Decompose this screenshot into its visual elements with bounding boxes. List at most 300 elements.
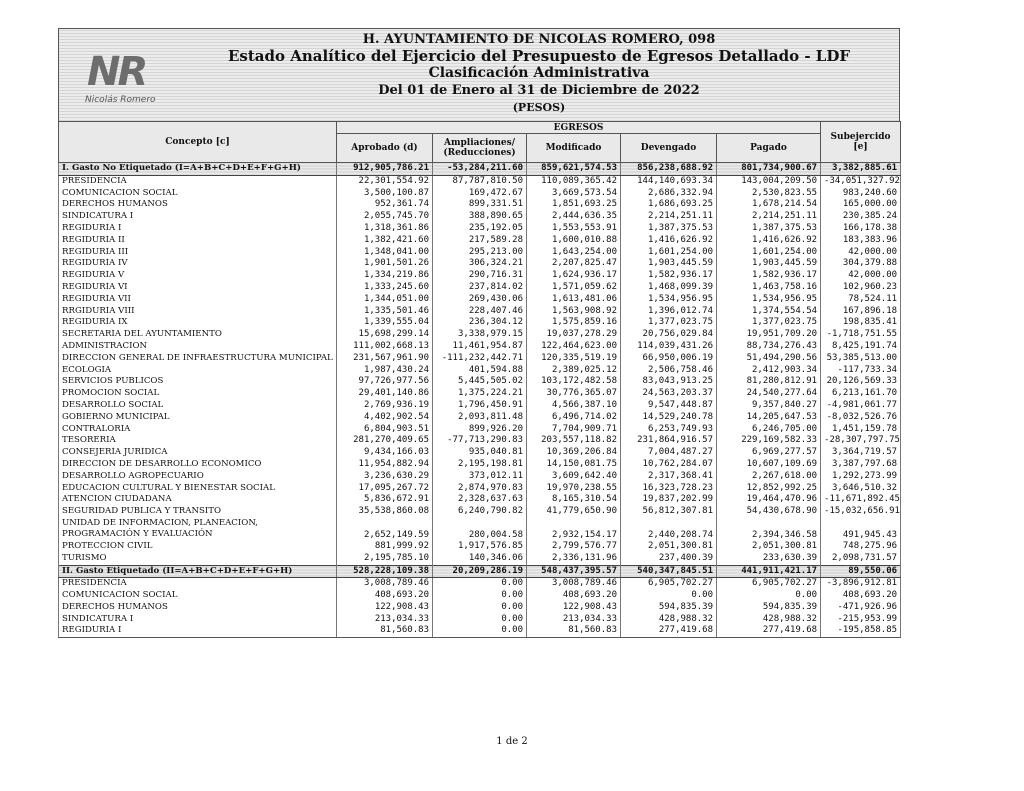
- aprobado-cell: 881,999.92: [337, 541, 433, 553]
- ampliaciones-cell: 217,589.28: [433, 235, 527, 247]
- pagado-cell: 19,951,709.20: [717, 329, 821, 341]
- concepto-cell: DESARROLLO AGROPECUARIO: [59, 471, 337, 483]
- table-row: [59, 235, 901, 247]
- aprobado-cell: 1,987,430.24: [337, 365, 433, 377]
- devengado-cell: 277,419.68: [621, 625, 717, 637]
- modificado-cell: 1,571,059.62: [527, 282, 621, 294]
- pagado-header: Pagado: [717, 134, 821, 163]
- devengado-cell: 1,582,936.17: [621, 270, 717, 282]
- devengado-cell: 114,039,431.26: [621, 341, 717, 353]
- modificado-cell: 2,799,576.77: [527, 541, 621, 553]
- egresos-header: EGRESOS: [337, 122, 821, 134]
- devengado-cell: 10,762,284.07: [621, 459, 717, 471]
- table-row: [59, 270, 901, 282]
- modificado-cell: 30,776,365.07: [527, 388, 621, 400]
- pagado-cell: 19,464,470.96: [717, 494, 821, 506]
- devengado-cell: 144,140,693.34: [621, 175, 717, 187]
- aprobado-cell: 213,034.33: [337, 614, 433, 626]
- aprobado-cell: 912,905,786.21: [337, 163, 433, 176]
- devengado-cell: 1,468,099.39: [621, 282, 717, 294]
- aprobado-cell: 1,382,421.60: [337, 235, 433, 247]
- ampliaciones-cell: 1,917,576.85: [433, 541, 527, 553]
- page-number: 1 de 2: [496, 736, 528, 747]
- devengado-cell: 20,756,029.84: [621, 329, 717, 341]
- modificado-cell: 1,575,859.16: [527, 317, 621, 329]
- subejercido-cell: 408,693.20: [821, 590, 901, 602]
- concepto-cell: DERECHOS HUMANOS: [59, 602, 337, 614]
- devengado-cell: 2,686,332.94: [621, 188, 717, 200]
- pagado-cell: 2,051,300.81: [717, 541, 821, 553]
- ampliaciones-cell: 5,445,505.02: [433, 376, 527, 388]
- concepto-cell: SINDICATURA I: [59, 211, 337, 223]
- subejercido-cell: 166,178.38: [821, 223, 901, 235]
- concepto-cell: DIRECCION DE DESARROLLO ECONOMICO: [59, 459, 337, 471]
- concepto-cell: REGIDURÍA III: [59, 247, 337, 259]
- subejercido-cell: -117,733.34: [821, 365, 901, 377]
- aprobado-header: Aprobado (d): [337, 134, 433, 163]
- concepto-cell: REGIDURÍA II: [59, 235, 337, 247]
- modificado-cell: 3,609,642.40: [527, 471, 621, 483]
- logo-subtitle: Nicolás Romero: [85, 95, 156, 105]
- table-row: [59, 602, 901, 614]
- pagado-cell: 6,969,277.57: [717, 447, 821, 459]
- devengado-cell: 1,416,626.92: [621, 235, 717, 247]
- group-row: [59, 163, 901, 176]
- table-row: [59, 553, 901, 565]
- pagado-cell: 81,280,812.91: [717, 376, 821, 388]
- ampliaciones-cell: 0.00: [433, 614, 527, 626]
- ampliaciones-cell: 236,304.12: [433, 317, 527, 329]
- aprobado-cell: 1,335,501.46: [337, 306, 433, 318]
- table-row: [59, 400, 901, 412]
- devengado-cell: 2,317,368.41: [621, 471, 717, 483]
- table-row: [59, 424, 901, 436]
- modificado-cell: 1,563,908.92: [527, 306, 621, 318]
- table-row: [59, 541, 901, 553]
- subejercido-cell: -11,671,892.45: [821, 494, 901, 506]
- devengado-header: Devengado: [621, 134, 717, 163]
- table-row: [59, 412, 901, 424]
- concepto-cell: SEGURIDAD PUBLICA Y TRANSITO: [59, 506, 337, 518]
- ampliaciones-cell: 140,346.06: [433, 553, 527, 565]
- table-row: [59, 494, 901, 506]
- concepto-cell: CONTRALORÍA: [59, 424, 337, 436]
- pagado-cell: 24,540,277.64: [717, 388, 821, 400]
- subejercido-cell: 42,000.00: [821, 270, 901, 282]
- devengado-cell: 428,988.32: [621, 614, 717, 626]
- subejercido-cell: -34,051,327.92: [821, 175, 901, 187]
- table-row: [59, 388, 901, 400]
- subejercido-cell: 78,524.11: [821, 294, 901, 306]
- modificado-cell: 6,496,714.02: [527, 412, 621, 424]
- aprobado-cell: 1,318,361.86: [337, 223, 433, 235]
- ampliaciones-cell: 388,890.65: [433, 211, 527, 223]
- concepto-cell: GOBIERNO MUNICIPAL: [59, 412, 337, 424]
- pagado-cell: 88,734,276.43: [717, 341, 821, 353]
- concepto-cell: DERECHOS HUMANOS: [59, 199, 337, 211]
- table-row: [59, 376, 901, 388]
- table-row: [59, 614, 901, 626]
- ampliaciones-cell: 280,004.58: [433, 518, 527, 541]
- concepto-cell: ATENCION CIUDADANA: [59, 494, 337, 506]
- concepto-cell: EDUCACIÓN CULTURAL Y BIENESTAR SOCIAL: [59, 483, 337, 495]
- subejercido-header: Subejercido [e]: [821, 122, 901, 163]
- report-sheet: [58, 28, 900, 638]
- ampliaciones-cell: 1,796,450.91: [433, 400, 527, 412]
- modificado-cell: 1,613,481.06: [527, 294, 621, 306]
- subejercido-cell: -8,032,526.76: [821, 412, 901, 424]
- aprobado-cell: 2,769,936.19: [337, 400, 433, 412]
- modificado-cell: 3,008,789.46: [527, 578, 621, 590]
- ampliaciones-cell: 0.00: [433, 590, 527, 602]
- pagado-cell: 594,835.39: [717, 602, 821, 614]
- table-row: [59, 471, 901, 483]
- devengado-cell: 6,253,749.93: [621, 424, 717, 436]
- pagado-cell: 2,394,346.58: [717, 518, 821, 541]
- aprobado-cell: 1,901,501.26: [337, 258, 433, 270]
- ampliaciones-cell: 0.00: [433, 578, 527, 590]
- subejercido-cell: 3,382,885.61: [821, 163, 901, 176]
- subejercido-cell: 198,835.41: [821, 317, 901, 329]
- table-row: [59, 175, 901, 187]
- concepto-cell: SECRETARÍA DEL AYUNTAMIENTO: [59, 329, 337, 341]
- pagado-cell: 6,905,702.27: [717, 578, 821, 590]
- subejercido-cell: -215,953.99: [821, 614, 901, 626]
- ampliaciones-cell: 2,874,970.83: [433, 483, 527, 495]
- modificado-cell: 548,437,395.57: [527, 565, 621, 578]
- concepto-cell: REGIDURÍA I: [59, 625, 337, 637]
- table-row: [59, 317, 901, 329]
- subejercido-cell: 304,379.88: [821, 258, 901, 270]
- pagado-cell: 1,582,936.17: [717, 270, 821, 282]
- subejercido-cell: -195,858.85: [821, 625, 901, 637]
- devengado-cell: 9,547,448.87: [621, 400, 717, 412]
- subejercido-cell: -15,032,656.91: [821, 506, 901, 518]
- pagado-cell: 6,246,705.00: [717, 424, 821, 436]
- modificado-cell: 8,165,310.54: [527, 494, 621, 506]
- aprobado-cell: 1,344,051.00: [337, 294, 433, 306]
- table-row: [59, 459, 901, 471]
- aprobado-cell: 9,434,166.03: [337, 447, 433, 459]
- modificado-cell: 41,779,650.90: [527, 506, 621, 518]
- aprobado-cell: 35,538,860.08: [337, 506, 433, 518]
- devengado-cell: 2,051,300.81: [621, 541, 717, 553]
- aprobado-cell: 1,334,219.86: [337, 270, 433, 282]
- pagado-cell: 2,530,823.55: [717, 188, 821, 200]
- municipal-logo: [69, 47, 189, 109]
- ampliaciones-cell: 11,461,954.87: [433, 341, 527, 353]
- ampliaciones-cell: 935,040.81: [433, 447, 527, 459]
- concepto-cell: CONSEJERÍA JURÍDICA: [59, 447, 337, 459]
- report-titles: [189, 31, 889, 116]
- modificado-cell: 10,369,206.84: [527, 447, 621, 459]
- modificado-cell: 2,932,154.17: [527, 518, 621, 541]
- concepto-cell: DESARROLLO SOCIAL: [59, 400, 337, 412]
- ampliaciones-header: Ampliaciones/ (Reducciones): [433, 134, 527, 163]
- subejercido-cell: -4,981,061.77: [821, 400, 901, 412]
- modificado-cell: 1,643,254.00: [527, 247, 621, 259]
- modificado-cell: 2,207,825.47: [527, 258, 621, 270]
- pagado-cell: 2,412,903.34: [717, 365, 821, 377]
- logo-mark: NR: [87, 49, 146, 95]
- entity-title: H. AYUNTAMIENTO DE NICOLAS ROMERO, 098: [362, 32, 716, 47]
- modificado-cell: 120,335,519.19: [527, 353, 621, 365]
- subejercido-cell: 183,383.96: [821, 235, 901, 247]
- subejercido-cell: -28,307,797.75: [821, 435, 901, 447]
- modificado-cell: 122,908.43: [527, 602, 621, 614]
- pagado-cell: 2,214,251.11: [717, 211, 821, 223]
- modificado-cell: 122,464,623.00: [527, 341, 621, 353]
- subejercido-cell: 2,098,731.57: [821, 553, 901, 565]
- aprobado-cell: 4,402,902.54: [337, 412, 433, 424]
- table-row: [59, 435, 901, 447]
- aprobado-cell: 281,270,409.65: [337, 435, 433, 447]
- table-row: [59, 188, 901, 200]
- table-row: [59, 258, 901, 270]
- modificado-cell: 203,557,118.82: [527, 435, 621, 447]
- concepto-cell: REGIDURÍA IV: [59, 258, 337, 270]
- pagado-cell: 1,416,626.92: [717, 235, 821, 247]
- concepto-header: Concepto [c]: [59, 122, 337, 163]
- ampliaciones-cell: 228,407.46: [433, 306, 527, 318]
- devengado-cell: 1,534,956.95: [621, 294, 717, 306]
- pagado-cell: 233,630.39: [717, 553, 821, 565]
- modificado-cell: 19,970,238.55: [527, 483, 621, 495]
- devengado-cell: 540,347,845.51: [621, 565, 717, 578]
- devengado-cell: 0.00: [621, 590, 717, 602]
- modificado-cell: 81,560.83: [527, 625, 621, 637]
- table-row: [59, 506, 901, 518]
- concepto-cell: PRESIDENCIA: [59, 175, 337, 187]
- devengado-cell: 2,214,251.11: [621, 211, 717, 223]
- modificado-cell: 7,704,909.71: [527, 424, 621, 436]
- aprobado-cell: 2,652,149.59: [337, 518, 433, 541]
- pagado-cell: 1,374,554.54: [717, 306, 821, 318]
- subejercido-cell: -471,926.96: [821, 602, 901, 614]
- subejercido-cell: -1,718,751.55: [821, 329, 901, 341]
- pagado-cell: 801,734,900.67: [717, 163, 821, 176]
- ampliaciones-cell: 2,328,637.63: [433, 494, 527, 506]
- modificado-cell: 2,444,636.35: [527, 211, 621, 223]
- concepto-cell: UNIDAD DE INFORMACION, PLANEACION, PROGRAMACIÓN Y EVALUACIÓN: [59, 518, 337, 541]
- modificado-cell: 1,553,553.91: [527, 223, 621, 235]
- ampliaciones-cell: 373,012.11: [433, 471, 527, 483]
- subejercido-cell: -3,896,912.81: [821, 578, 901, 590]
- devengado-cell: 14,529,240.78: [621, 412, 717, 424]
- concepto-cell: REGIDURÍA VII: [59, 294, 337, 306]
- ampliaciones-cell: 0.00: [433, 602, 527, 614]
- ampliaciones-cell: 20,209,286.19: [433, 565, 527, 578]
- devengado-cell: 1,396,012.74: [621, 306, 717, 318]
- pagado-cell: 1,377,023.75: [717, 317, 821, 329]
- devengado-cell: 2,440,208.74: [621, 518, 717, 541]
- pagado-cell: 428,988.32: [717, 614, 821, 626]
- subejercido-cell: 491,945.43: [821, 518, 901, 541]
- aprobado-cell: 111,002,668.13: [337, 341, 433, 353]
- ampliaciones-cell: 2,093,811.48: [433, 412, 527, 424]
- modificado-cell: 859,621,574.53: [527, 163, 621, 176]
- ampliaciones-cell: 169,472.67: [433, 188, 527, 200]
- aprobado-cell: 15,698,299.14: [337, 329, 433, 341]
- ampliaciones-cell: -53,284,211.60: [433, 163, 527, 176]
- aprobado-cell: 1,339,555.04: [337, 317, 433, 329]
- aprobado-cell: 122,908.43: [337, 602, 433, 614]
- devengado-cell: 594,835.39: [621, 602, 717, 614]
- concepto-cell: REGIDURÍA V: [59, 270, 337, 282]
- report-header: [58, 28, 900, 121]
- subejercido-cell: 1,451,159.78: [821, 424, 901, 436]
- aprobado-cell: 6,804,903.51: [337, 424, 433, 436]
- subejercido-cell: 3,646,510.32: [821, 483, 901, 495]
- pagado-cell: 9,357,840.27: [717, 400, 821, 412]
- devengado-cell: 7,004,487.27: [621, 447, 717, 459]
- devengado-cell: 231,864,916.57: [621, 435, 717, 447]
- devengado-cell: 1,903,445.59: [621, 258, 717, 270]
- modificado-cell: 2,389,025.12: [527, 365, 621, 377]
- modificado-cell: 110,089,365.42: [527, 175, 621, 187]
- concepto-cell: REGIDURÍA I: [59, 223, 337, 235]
- aprobado-cell: 17,095,267.72: [337, 483, 433, 495]
- table-row: [59, 625, 901, 637]
- aprobado-cell: 11,954,882.94: [337, 459, 433, 471]
- ampliaciones-cell: 306,324.21: [433, 258, 527, 270]
- table-row: [59, 294, 901, 306]
- concepto-cell: I. Gasto No Etiquetado (I=A+B+C+D+E+F+G+H): [59, 163, 337, 176]
- modificado-cell: 3,669,573.54: [527, 188, 621, 200]
- table-body: [59, 163, 901, 638]
- concepto-cell: REGIDURÍA VI: [59, 282, 337, 294]
- ampliaciones-cell: 269,430.06: [433, 294, 527, 306]
- concepto-cell: PRESIDENCIA: [59, 578, 337, 590]
- currency-title: (PESOS): [512, 101, 566, 114]
- aprobado-cell: 408,693.20: [337, 590, 433, 602]
- subejercido-cell: 6,213,161.70: [821, 388, 901, 400]
- group-row: [59, 565, 901, 578]
- table-row: [59, 247, 901, 259]
- devengado-cell: 56,812,307.81: [621, 506, 717, 518]
- pagado-cell: 12,852,992.25: [717, 483, 821, 495]
- table-row: [59, 282, 901, 294]
- pagado-cell: 10,607,109.69: [717, 459, 821, 471]
- modificado-cell: 19,037,278.29: [527, 329, 621, 341]
- concepto-cell: COMUNICACION SOCIAL: [59, 590, 337, 602]
- pagado-cell: 1,463,758.16: [717, 282, 821, 294]
- concepto-cell: TESORERÍA: [59, 435, 337, 447]
- table-row: [59, 211, 901, 223]
- subejercido-cell: 983,240.60: [821, 188, 901, 200]
- pagado-cell: 229,169,582.33: [717, 435, 821, 447]
- aprobado-cell: 952,361.74: [337, 199, 433, 211]
- aprobado-cell: 1,348,041.00: [337, 247, 433, 259]
- concepto-cell: II. Gasto Etiquetado (II=A+B+C+D+E+F+G+H): [59, 565, 337, 578]
- table-row: [59, 590, 901, 602]
- aprobado-cell: 1,333,245.60: [337, 282, 433, 294]
- aprobado-cell: 3,500,100.87: [337, 188, 433, 200]
- subejercido-cell: 20,126,569.33: [821, 376, 901, 388]
- ampliaciones-cell: 899,926.20: [433, 424, 527, 436]
- modificado-cell: 1,600,010.88: [527, 235, 621, 247]
- table-row: [59, 447, 901, 459]
- aprobado-cell: 231,567,961.90: [337, 353, 433, 365]
- aprobado-cell: 81,560.83: [337, 625, 433, 637]
- subejercido-cell: 1,292,273.99: [821, 471, 901, 483]
- concepto-cell: DIRECCION GENERAL DE INFRAESTRUCTURA MUNICIPAL: [59, 353, 337, 365]
- modificado-cell: 408,693.20: [527, 590, 621, 602]
- table-row: [59, 306, 901, 318]
- modificado-cell: 1,851,693.25: [527, 199, 621, 211]
- concepto-cell: COMUNICACION SOCIAL: [59, 188, 337, 200]
- ampliaciones-cell: -77,713,290.83: [433, 435, 527, 447]
- table-row: [59, 578, 901, 590]
- table-row: [59, 365, 901, 377]
- ampliaciones-cell: 3,338,979.15: [433, 329, 527, 341]
- table-row: [59, 483, 901, 495]
- pagado-cell: 1,678,214.54: [717, 199, 821, 211]
- devengado-cell: 237,400.39: [621, 553, 717, 565]
- ampliaciones-cell: 290,716.31: [433, 270, 527, 282]
- ampliaciones-cell: 2,195,198.81: [433, 459, 527, 471]
- budget-table: [58, 121, 901, 638]
- pagado-cell: 143,004,209.50: [717, 175, 821, 187]
- modificado-cell: 14,150,081.75: [527, 459, 621, 471]
- devengado-cell: 856,238,688.92: [621, 163, 717, 176]
- subejercido-cell: 748,275.96: [821, 541, 901, 553]
- aprobado-cell: 3,008,789.46: [337, 578, 433, 590]
- concepto-cell: PROTECCION CIVIL: [59, 541, 337, 553]
- aprobado-cell: 29,401,140.86: [337, 388, 433, 400]
- devengado-cell: 2,506,758.46: [621, 365, 717, 377]
- concepto-cell: SINDICATURA I: [59, 614, 337, 626]
- devengado-cell: 16,323,728.23: [621, 483, 717, 495]
- pagado-cell: 277,419.68: [717, 625, 821, 637]
- concepto-cell: SERVICIOS PÚBLICOS: [59, 376, 337, 388]
- devengado-cell: 83,043,913.25: [621, 376, 717, 388]
- table-row: [59, 518, 901, 541]
- aprobado-cell: 5,836,672.91: [337, 494, 433, 506]
- modificado-header: Modificado: [527, 134, 621, 163]
- pagado-cell: 2,267,618.00: [717, 471, 821, 483]
- subejercido-cell: 102,960.23: [821, 282, 901, 294]
- concepto-cell: REGIDURÍA IX: [59, 317, 337, 329]
- ampliaciones-cell: -111,232,442.71: [433, 353, 527, 365]
- subejercido-cell: 8,425,191.74: [821, 341, 901, 353]
- devengado-cell: 1,686,693.25: [621, 199, 717, 211]
- aprobado-cell: 97,726,977.56: [337, 376, 433, 388]
- ampliaciones-cell: 6,240,790.82: [433, 506, 527, 518]
- devengado-cell: 66,950,006.19: [621, 353, 717, 365]
- pagado-cell: 1,387,375.53: [717, 223, 821, 235]
- pagado-cell: 51,494,290.56: [717, 353, 821, 365]
- period-title: Del 01 de Enero al 31 de Diciembre de 2022: [378, 83, 700, 98]
- pagado-cell: 441,911,421.17: [717, 565, 821, 578]
- subejercido-cell: 167,896.18: [821, 306, 901, 318]
- concepto-cell: RRGIDURÍA VIII: [59, 306, 337, 318]
- table-row: [59, 199, 901, 211]
- devengado-cell: 1,387,375.53: [621, 223, 717, 235]
- modificado-cell: 2,336,131.96: [527, 553, 621, 565]
- modificado-cell: 213,034.33: [527, 614, 621, 626]
- pagado-cell: 1,903,445.59: [717, 258, 821, 270]
- report-title: Estado Analítico del Ejercicio del Presupuesto de Egresos Detallado - LDF: [227, 47, 851, 65]
- devengado-cell: 19,837,202.99: [621, 494, 717, 506]
- classification-title: Clasificación Administrativa: [428, 65, 650, 81]
- pagado-cell: 1,601,254.00: [717, 247, 821, 259]
- concepto-cell: ADMINISTRACION: [59, 341, 337, 353]
- concepto-cell: ECOLOGIA: [59, 365, 337, 377]
- devengado-cell: 24,563,203.37: [621, 388, 717, 400]
- ampliaciones-cell: 235,192.05: [433, 223, 527, 235]
- subejercido-cell: 165,000.00: [821, 199, 901, 211]
